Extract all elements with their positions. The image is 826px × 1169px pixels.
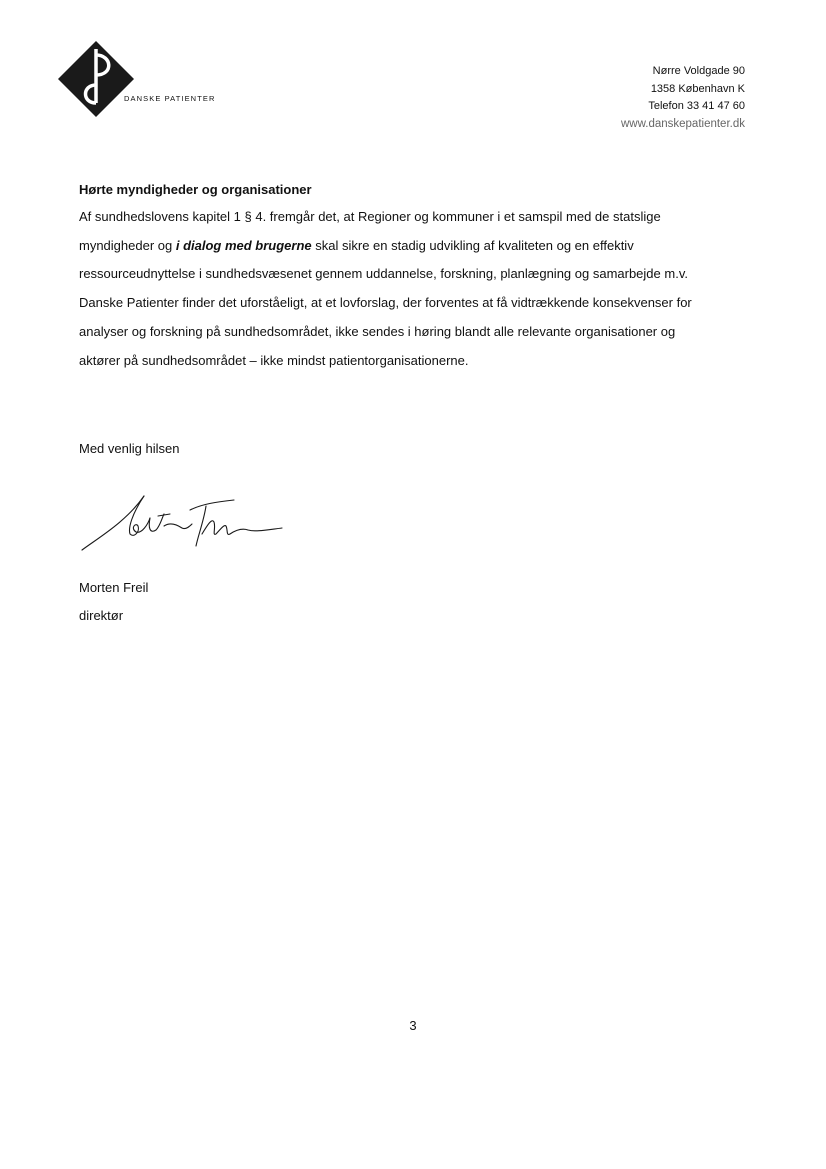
section-body <box>79 203 759 375</box>
signatory-title: direktør <box>79 608 124 623</box>
body-line-4: Danske Patienter finder det uforståeligt, at et lovforslag, der forventes at få vidtrækkende konsekvenser for <box>79 295 692 311</box>
handwritten-signature <box>78 488 288 559</box>
address-website: www.danskepatienter.dk <box>620 117 745 130</box>
body-line-2-end: skal sikre en stadig udvikling af kvaliteten og en effektiv <box>311 237 634 253</box>
logo-wordmark: DANSKE PATIENTER <box>124 94 216 103</box>
danske-patienter-logo <box>58 41 218 117</box>
emphasis-dialog-med-brugerne: i dialog med brugerne <box>175 237 312 253</box>
body-line-6: aktører på sundhedsområdet – ikke mindst patientorganisationerne. <box>79 352 469 368</box>
address-city: 1358 København K <box>650 82 745 95</box>
page-number: 3 <box>409 1018 417 1033</box>
logo-diamond-icon <box>58 41 218 117</box>
body-line-2-start: myndigheder og <box>79 237 176 253</box>
signature-icon <box>78 488 288 554</box>
body-line-3: ressourceudnyttelse i sundhedsvæsenet gennem uddannelse, forskning, planlægning og samarbejde m.v. <box>79 266 688 282</box>
address-street: Nørre Voldgade 90 <box>652 65 745 77</box>
section-heading: Hørte myndigheder og organisationer <box>79 182 312 197</box>
address-phone: Telefon 33 41 47 60 <box>648 100 745 112</box>
body-line-2 <box>79 232 759 261</box>
closing-greeting: Med venlig hilsen <box>79 441 180 456</box>
body-line-1: Af sundhedslovens kapitel 1 § 4. fremgår det, at Regioner og kommuner i et samspil med de statslige <box>79 209 661 224</box>
sender-address <box>621 63 745 133</box>
body-line-5: analyser og forskning på sundhedsområdet, ikke sendes i høring blandt alle relevante organisationer og <box>79 323 676 339</box>
signatory-name: Morten Freil <box>79 580 149 595</box>
